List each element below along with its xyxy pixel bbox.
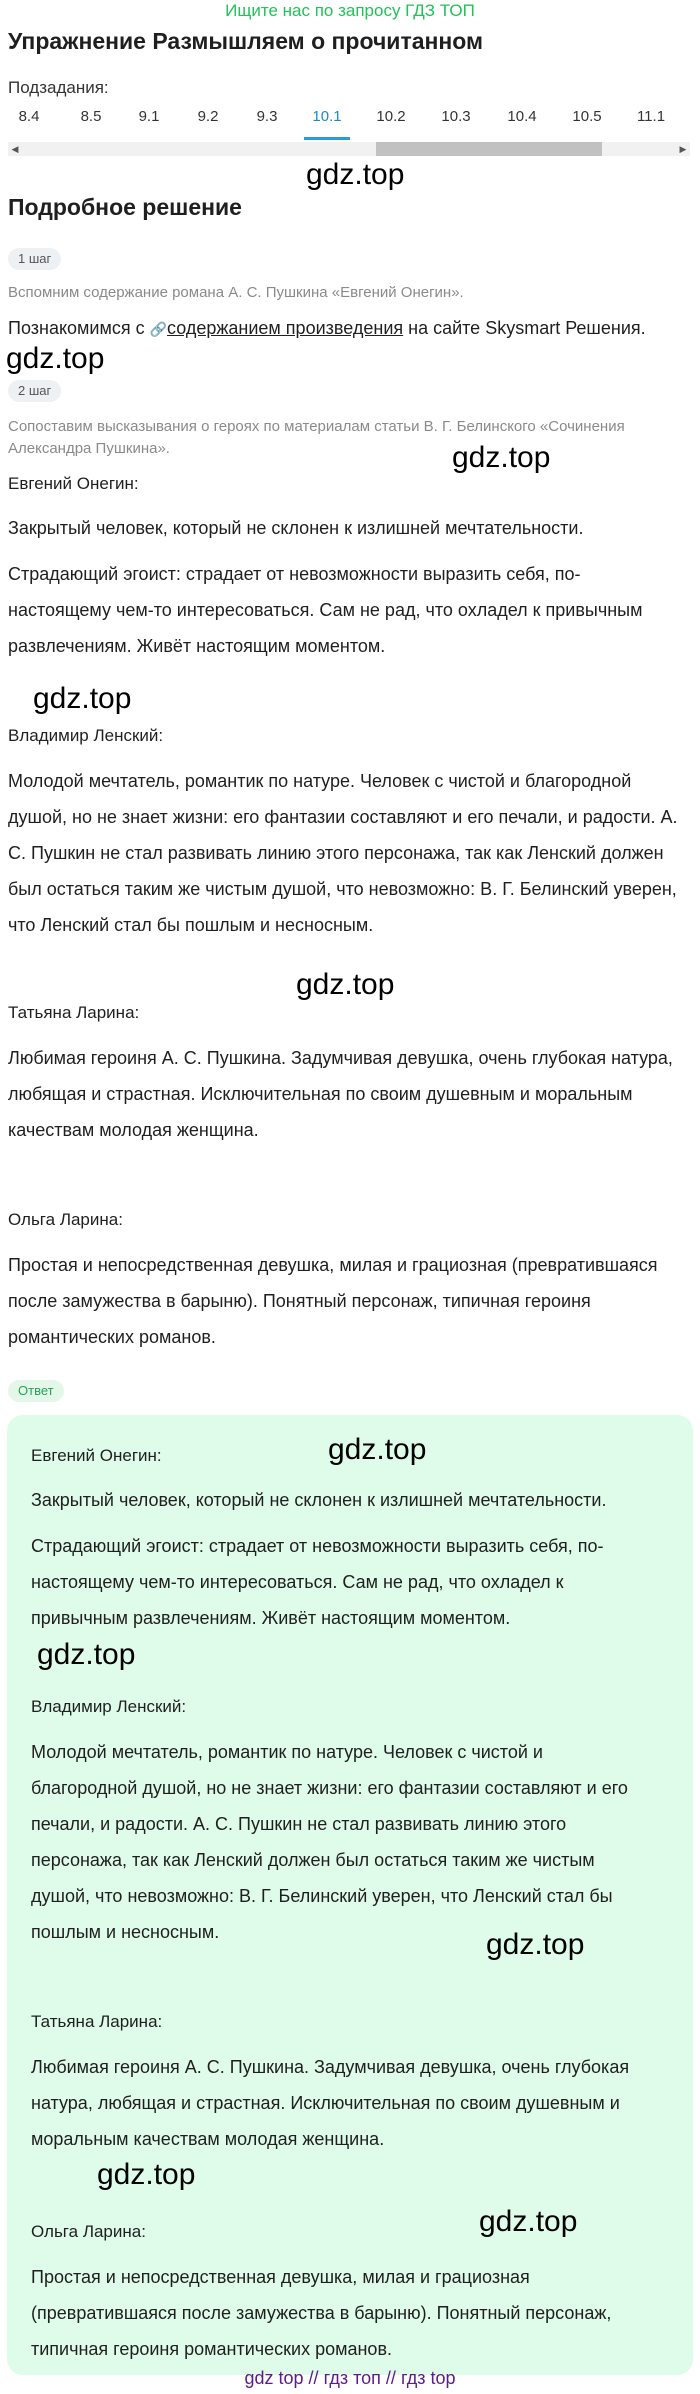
answer-tatiana-line1: Любимая героиня А. С. Пушкина. Задумчивая девушка, очень глубокая (31, 2057, 630, 2077)
tab-9-3[interactable]: 9.3 (256, 108, 278, 125)
onegin-p2-line1: Страдающий эгоист: страдает от невозможности выразить себя, по- (8, 564, 581, 584)
answer-badge: Ответ (8, 1380, 64, 1402)
lensky-line4: был остаться таким же чистым душой, что невозможно: В. Г. Белинский уверен, (8, 879, 677, 899)
tab-10-1[interactable]: 10.1 (312, 108, 342, 125)
answer-lensky-line3: печали, и радости. А. С. Пушкин не стал развивать линию этого (31, 1814, 567, 1834)
olga-line1: Простая и непосредственная девушка, милая и грациозная (превратившаяся (8, 1255, 658, 1275)
tatiana-line2: любящая и страстная. Исключительная по своим душевным и моральным (8, 1084, 633, 1104)
answer-onegin-p2-line3: привычным развлечениям. Живёт настоящим моментом. (31, 1608, 511, 1628)
top-banner: Ищите нас по запросу ГДЗ ТОП (225, 1, 475, 20)
answer-olga-line3: типичная героиня романтических романов. (31, 2339, 393, 2359)
tab-10-2[interactable]: 10.2 (376, 108, 406, 125)
lensky-line2: душой, но не знает жизни: его фантазии составляют и его печали, и радости. А. (8, 807, 678, 827)
footer-link-1[interactable]: gdz top (244, 2368, 304, 2388)
watermark: gdz.top (452, 441, 551, 474)
olga-line2: после замужества в барыню). Понятный персонаж, типичная героиня (8, 1291, 591, 1311)
step-2-hint-line2: Александра Пушкина». (8, 440, 170, 457)
tab-8-4[interactable]: 8.4 (18, 108, 40, 125)
olga-name: Ольга Ларина: (8, 1210, 123, 1229)
answer-onegin-p2-line2: настоящему чем-то интересоваться. Сам не рад, что охладел к (31, 1572, 564, 1592)
answer-onegin-p1: Закрытый человек, который не склонен к излишней мечтательности. (31, 1490, 607, 1510)
answer-lensky-line4: персонажа, так как Ленский должен был остаться таким же чистым (31, 1850, 595, 1870)
answer-lensky-line2: благородной душой, но не знает жизни: его фантазии составляют и его (31, 1778, 628, 1798)
step-1-badge: 1 шаг (8, 248, 61, 270)
content-link[interactable]: содержанием произведения (167, 318, 404, 338)
footer-link-2[interactable]: гдз топ (323, 2368, 381, 2388)
lensky-line3: С. Пушкин не стал развивать линию этого персонажа, так как Ленский должен (8, 843, 664, 863)
watermark: gdz.top (328, 1433, 427, 1466)
answer-lensky-line6: пошлым и несносным. (31, 1922, 220, 1942)
tatiana-line1: Любимая героиня А. С. Пушкина. Задумчивая девушка, очень глубокая натура, (8, 1048, 673, 1068)
watermark: gdz.top (33, 682, 132, 715)
onegin-p1: Закрытый человек, который не склонен к излишней мечтательности. (8, 518, 584, 538)
footer-link-3[interactable]: гдз top (400, 2368, 456, 2388)
answer-onegin-p2-line1: Страдающий эгоист: страдает от невозможности выразить себя, по- (31, 1536, 604, 1556)
link-icon: 🔗 (149, 321, 168, 337)
watermark: gdz.top (486, 1928, 585, 1961)
lensky-line1: Молодой мечтатель, романтик по натуре. Человек с чистой и благородной (8, 771, 632, 791)
subtask-tabs (0, 108, 700, 134)
answer-olga-line1: Простая и непосредственная девушка, милая и грациозная (31, 2267, 530, 2287)
tatiana-line3: качествам молодая женщина. (8, 1120, 259, 1140)
tab-10-5[interactable]: 10.5 (572, 108, 602, 125)
answer-olga-name: Ольга Ларина: (31, 2222, 146, 2241)
answer-onegin-name: Евгений Онегин: (31, 1446, 162, 1465)
step-1-text (8, 318, 646, 339)
step-1-hint: Вспомним содержание романа А. С. Пушкина «Евгений Онегин». (8, 284, 464, 301)
answer-tatiana-line2: натура, любящая и страстная. Исключительная по своим душевным и (31, 2093, 620, 2113)
lensky-name: Владимир Ленский: (8, 726, 164, 745)
tatiana-name: Татьяна Ларина: (8, 1003, 140, 1022)
tabs-scrollbar[interactable] (8, 142, 690, 156)
answer-lensky-name: Владимир Ленский: (31, 1697, 187, 1716)
step-1-text-before: Познакомимся с (8, 318, 150, 338)
watermark: gdz.top (479, 2205, 578, 2238)
answer-tatiana-line3: моральным качествам молодая женщина. (31, 2129, 385, 2149)
step-1-text-after: на сайте Skysmart Решения. (403, 318, 646, 338)
tab-10-4[interactable]: 10.4 (507, 108, 537, 125)
step-2-badge: 2 шаг (8, 380, 61, 402)
tab-11-1[interactable]: 11.1 (636, 108, 666, 125)
scrollbar-thumb[interactable] (376, 142, 602, 156)
active-tab-indicator (304, 137, 350, 140)
answer-lensky-line5: душой, что невозможно: В. Г. Белинский уверен, что Ленский стал бы (31, 1886, 613, 1906)
subtasks-label: Подзадания: (8, 78, 109, 97)
watermark: gdz.top (97, 2158, 196, 2191)
footer-separator: // (385, 2368, 396, 2388)
page-title: Упражнение Размышляем о прочитанном (8, 28, 484, 54)
tab-9-1[interactable]: 9.1 (138, 108, 160, 125)
solution-heading: Подробное решение (8, 194, 242, 220)
footer-links (0, 2368, 700, 2389)
watermark: gdz.top (6, 342, 105, 375)
scroll-left-arrow-icon[interactable]: ◀ (11, 144, 19, 154)
onegin-p2-line3: развлечениям. Живёт настоящим моментом. (8, 636, 386, 656)
watermark: gdz.top (296, 968, 395, 1001)
watermark: gdz.top (306, 158, 405, 191)
tab-8-5[interactable]: 8.5 (80, 108, 102, 125)
step-2-hint-line1: Сопоставим высказывания о героях по материалам статьи В. Г. Белинского «Сочинения (8, 418, 625, 435)
watermark: gdz.top (37, 1638, 136, 1671)
tab-9-2[interactable]: 9.2 (197, 108, 219, 125)
answer-tatiana-name: Татьяна Ларина: (31, 2012, 163, 2031)
lensky-line5: что Ленский стал бы пошлым и несносным. (8, 915, 374, 935)
answer-lensky-line1: Молодой мечтатель, романтик по натуре. Человек с чистой и (31, 1742, 543, 1762)
answer-olga-line2: (превратившаяся после замужества в барыню). Понятный персонаж, (31, 2303, 612, 2323)
olga-line3: романтических романов. (8, 1327, 216, 1347)
scroll-right-arrow-icon[interactable]: ▶ (679, 144, 687, 154)
onegin-name: Евгений Онегин: (8, 474, 139, 493)
footer-separator: // (308, 2368, 319, 2388)
onegin-p2-line2: настоящему чем-то интересоваться. Сам не рад, что охладел к привычным (8, 600, 643, 620)
tab-10-3[interactable]: 10.3 (441, 108, 471, 125)
